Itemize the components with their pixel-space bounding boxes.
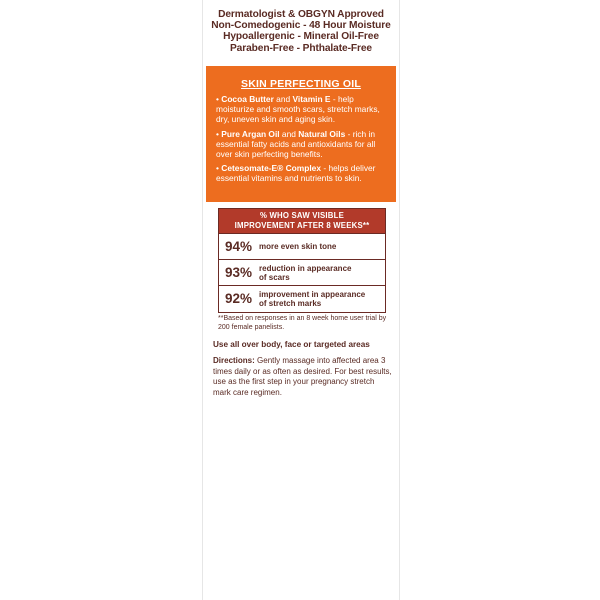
directions-text: Gently massage into affected area 3 times daily or as often as desired. For best results, use as the first step in your pregnancy stretch mark care regimen. — [213, 356, 392, 397]
directions-label: Directions: — [213, 356, 255, 365]
directions — [213, 356, 393, 398]
bullet-dot-icon: • — [216, 94, 222, 104]
benefit-text: - help moisturize and smooth scars, stretch marks, dry, uneven skin and aging skin. — [216, 94, 380, 125]
ingredient-name: Vitamin E — [292, 94, 331, 104]
header-line: % WHO SAW VISIBLE — [260, 211, 344, 220]
stat-description — [259, 286, 379, 311]
stat-description — [259, 234, 379, 259]
footnote: **Based on responses in an 8 week home user trial by 200 female panelists. — [218, 315, 387, 331]
header-line: IMPROVEMENT AFTER 8 WEEKS** — [234, 221, 370, 230]
claim-line: Paraben-Free - Phthalate-Free — [229, 42, 373, 54]
stat-text-line: more even skin tone — [259, 242, 337, 251]
claim-line: Hypoallergenic - Mineral Oil-Free — [223, 31, 379, 43]
stat-percent: 94% — [225, 239, 253, 254]
ingredient-name: Natural Oils — [298, 128, 346, 139]
benefit-item — [216, 163, 392, 183]
stat-percent: 93% — [225, 265, 253, 280]
table-row — [219, 285, 385, 311]
benefit-text: - helps deliver essential vitamins and nutrients to skin. — [216, 163, 376, 184]
stat-text-line: of stretch marks — [259, 298, 322, 308]
stat-text-line: of scars — [259, 272, 290, 282]
bullet-dot-icon: • — [216, 163, 222, 174]
ingredient-name: Pure Argan Oil — [221, 128, 280, 139]
ingredient-name: Cetesomate-E® Complex — [221, 163, 321, 174]
bullet-dot-icon: • — [216, 128, 222, 139]
table-row — [219, 259, 385, 285]
benefit-text: - rich in essential fatty acids and antioxidants for all over skin perfecting benefits. — [216, 128, 376, 160]
product-label-panel — [202, 0, 400, 600]
claim-line: Dermatologist & OBGYN Approved — [218, 9, 384, 20]
ingredient-name: Cocoa Butter — [221, 94, 274, 104]
benefit-item — [216, 129, 392, 160]
claims-block — [203, 9, 399, 54]
stat-text-line: reduction in appearance — [259, 263, 352, 273]
benefit-item — [216, 94, 392, 125]
ingredient-joiner: and — [273, 94, 293, 104]
ingredient-joiner: and — [279, 128, 299, 139]
benefit-list — [216, 94, 392, 188]
usage-note: Use all over body, face or targeted areas — [213, 340, 370, 349]
table-row — [219, 233, 385, 259]
orange-box-title: SKIN PERFECTING OIL — [241, 78, 361, 90]
results-table-header — [219, 209, 385, 233]
claim-line: Non-Comedogenic - 48 Hour Moisture — [211, 20, 391, 32]
stat-text-line: improvement in appearance — [259, 289, 366, 299]
skin-perfecting-oil-box — [206, 66, 396, 202]
stat-percent: 92% — [225, 291, 253, 306]
results-table — [218, 208, 386, 313]
stat-description — [259, 260, 379, 285]
